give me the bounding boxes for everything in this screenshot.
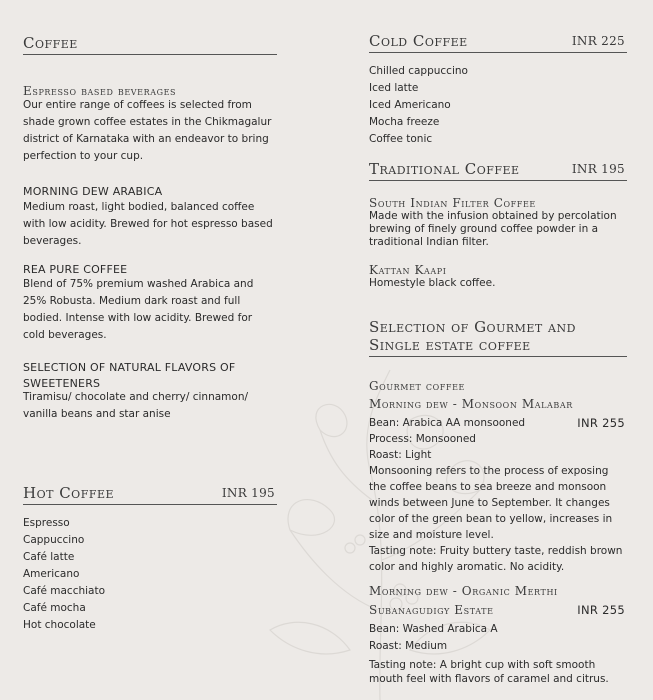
hot-coffee-price: INR 195: [221, 486, 275, 500]
coffee-section-heading: [23, 34, 277, 55]
gourmet-section-heading: [369, 318, 627, 357]
morning-dew-arabica-title: MORNING DEW ARABICA: [23, 185, 163, 198]
south-indian-filter-coffee-title: South Indian Filter Coffee: [369, 196, 536, 210]
cold-coffee-section-heading: [369, 32, 627, 53]
list-item: Café mocha: [23, 602, 86, 614]
monsoon-malabar-process: Process: Monsooned: [369, 433, 476, 445]
list-item: Coffee tonic: [369, 133, 433, 145]
monsoon-malabar-price: INR 255: [577, 416, 625, 430]
organic-merthi-price: INR 255: [577, 603, 625, 617]
gourmet-heading-line1: Selection of Gourmet and: [369, 318, 576, 336]
coffee-heading: Coffee: [23, 34, 78, 52]
list-item: Espresso: [23, 517, 70, 529]
natural-flavors-title: SELECTION OF NATURAL FLAVORS OF SWEETENERS: [23, 361, 236, 390]
list-item: Café macchiato: [23, 585, 106, 597]
organic-merthi-title: Morning dew - Organic Merthi: [369, 584, 558, 598]
traditional-coffee-section-heading: [369, 160, 627, 181]
traditional-coffee-heading: Traditional Coffee: [369, 160, 520, 178]
south-indian-filter-coffee-desc: Made with the infusion obtained by percolation brewing of finely ground coffee powder in a traditional Indian filter.: [369, 210, 617, 248]
hot-coffee-list: [23, 515, 277, 634]
traditional-coffee-price: INR 195: [571, 162, 625, 176]
monsoon-malabar-roast: Roast: Light: [369, 449, 432, 461]
organic-merthi-roast: Roast: Medium: [369, 640, 448, 652]
gourmet-subheading: Gourmet coffee: [369, 379, 465, 393]
subanagudigy-estate-row: [369, 602, 627, 619]
rea-pure-coffee-title: REA PURE COFFEE: [23, 263, 128, 276]
list-item: Hot chocolate: [23, 619, 96, 631]
cold-coffee-heading: Cold Coffee: [369, 32, 468, 50]
natural-flavors-desc: Tiramisu/ chocolate and cherry/ cinnamon/ vanilla beans and star anise: [23, 391, 249, 420]
rea-pure-coffee-desc: Blend of 75% premium washed Arabica and 25% Robusta. Medium dark roast and full bodied. Intense with low acidity. Brewed for cold beverages.: [23, 278, 254, 341]
subanagudigy-estate-title: Subanagudigy Estate: [369, 603, 494, 617]
espresso-title: Espresso based beverages: [23, 84, 177, 98]
hot-coffee-heading: Hot Coffee: [23, 484, 115, 502]
list-item: Mocha freeze: [369, 116, 440, 128]
monsoon-malabar-tasting: Tasting note: Fruity buttery taste, reddish brown color and highly aromatic. No acidity.: [369, 545, 623, 573]
list-item: Café latte: [23, 551, 75, 563]
kattan-kaapi-desc: Homestyle black coffee.: [369, 277, 496, 289]
espresso-description: Our entire range of coffees is selected from shade grown coffee estates in the Chikmagalur district of Karnataka with an endeavor to bring perfection to your cup.: [23, 99, 272, 162]
organic-merthi-details: [369, 621, 627, 686]
cold-coffee-price: INR 225: [571, 34, 625, 48]
list-item: Iced latte: [369, 82, 419, 94]
monsoon-malabar-details: [369, 415, 627, 575]
gourmet-heading-line2: Single estate coffee: [369, 336, 531, 354]
organic-merthi-tasting: Tasting note: A bright cup with soft smooth mouth feel with flavors of caramel and citrus.: [369, 659, 609, 685]
cold-coffee-list: [369, 63, 627, 148]
monsoon-malabar-desc: Monsooning refers to the process of exposing the coffee beans to sea breeze and monsoon winds between June to September. It changes color of the green bean to yellow, increases in size and moisture level.: [369, 465, 613, 541]
list-item: Americano: [23, 568, 80, 580]
organic-merthi-bean: Bean: Washed Arabica A: [369, 623, 498, 635]
list-item: Chilled cappuccino: [369, 65, 468, 77]
monsoon-malabar-bean: Bean: Arabica AA monsooned INR 255: [369, 416, 625, 430]
monsoon-malabar-title: Morning dew - Monsoon Malabar: [369, 397, 573, 411]
morning-dew-arabica-desc: Medium roast, light bodied, balanced coffee with low acidity. Brewed for hot espresso based beverages.: [23, 201, 273, 247]
hot-coffee-section-heading: [23, 484, 277, 505]
list-item: Iced Americano: [369, 99, 451, 111]
kattan-kaapi-title: Kattan Kaapi: [369, 263, 447, 277]
list-item: Cappuccino: [23, 534, 85, 546]
